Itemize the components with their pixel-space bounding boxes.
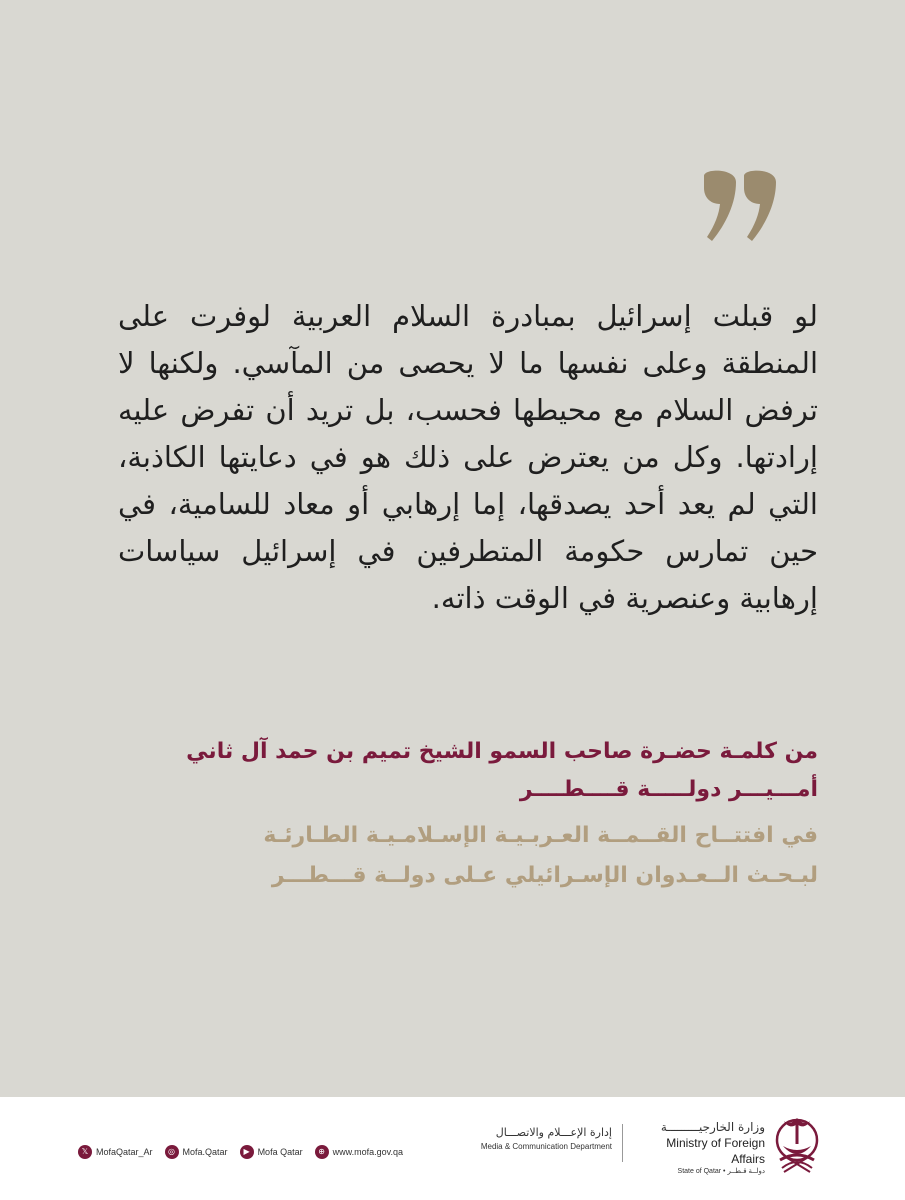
social-link-website[interactable] bbox=[315, 1145, 403, 1159]
qatar-emblem-icon bbox=[772, 1110, 822, 1175]
attribution-occasion: في افتتــاح القــمــة العـربـيـة الإسـلامـيـة الطـارئـة bbox=[263, 823, 818, 848]
youtube-icon: ▶ bbox=[240, 1145, 254, 1159]
ministry-name-en: Ministry of Foreign Affairs bbox=[666, 1136, 765, 1166]
attribution-speaker: من كلمـة حضـرة صاحب السمو الشيخ تميم بن حمد آل ثاني bbox=[186, 739, 818, 764]
social-links bbox=[78, 1143, 403, 1161]
ministry-block bbox=[630, 1119, 765, 1177]
website-url: www.mofa.gov.qa bbox=[332, 1147, 403, 1157]
web-icon: ⊕ bbox=[315, 1145, 329, 1159]
social-link-instagram[interactable] bbox=[165, 1145, 228, 1159]
quote-text: لو قبلت إسرائيل بمبادرة السلام العربية لوفرت على المنطقة وعلى نفسها ما لا يحصى من المآسي. ولكنها لا ترفض السلام مع محيطها فحسب، بل تريد أن تفرض عليه إرادتها. وكل من يعترض على ذلك هو في دعايتها الكاذبة، التي لم يعد أحد يصدقها، إما إرهابي أو معاد للسامية، في حين تمارس حكومة المتطرفين في إسرائيل سياسات إرهابية وعنصرية في الوقت ذاته. bbox=[118, 299, 818, 615]
x-icon: 𝕏 bbox=[78, 1145, 92, 1159]
ministry-name-ar: وزارة الخارجيـــــــــة bbox=[660, 1120, 765, 1134]
department-name-ar: إدارة الإعـــلام والاتصـــال bbox=[495, 1126, 612, 1139]
social-handle: Mofa Qatar bbox=[257, 1147, 303, 1157]
social-link-youtube[interactable] bbox=[240, 1145, 303, 1159]
social-link-x[interactable] bbox=[78, 1145, 153, 1159]
state-of-qatar-label: State of Qatar • دولــة قـطــر bbox=[677, 1168, 765, 1175]
quotation-mark-icon bbox=[700, 168, 780, 243]
footer-divider bbox=[622, 1124, 623, 1162]
department-block bbox=[452, 1125, 612, 1153]
social-handle: MofaQatar_Ar bbox=[96, 1147, 153, 1157]
instagram-icon: ◎ bbox=[165, 1145, 179, 1159]
department-name-en: Media & Communication Department bbox=[480, 1142, 612, 1151]
attribution-title: أمـــيـــر دولـــــة قــــطــــر bbox=[519, 777, 818, 802]
attribution-occasion-detail: لبـحـث الــعـدوان الإسـرائيلي عـلى دولــة قـــطـــر bbox=[271, 863, 818, 888]
social-handle: Mofa.Qatar bbox=[182, 1147, 228, 1157]
